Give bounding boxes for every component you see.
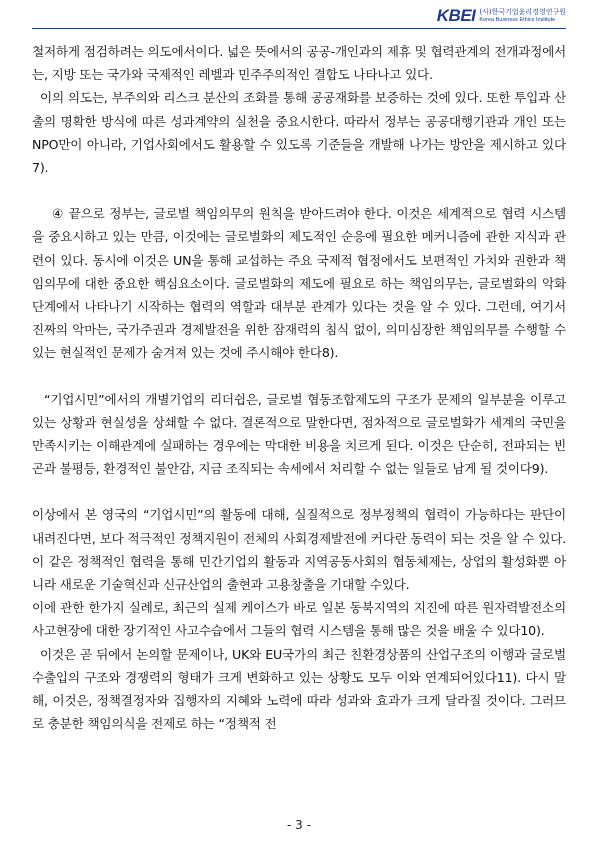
paragraph: 이것은 곧 뒤에서 논의할 문제이나, UK와 EU국가의 최근 친환경상품의 산업구조의 이행과 글로벌 수출입의 구조와 경쟁력의 형태가 크게 변화하고 있는 상황도 모두 이와 연계되어있다11). 다시 말해, 이것은, 정책결정자와 집행자의 지혜와 노력에 따라 성과와 효과가 크게 달라질 것이다. 그러므로 충분한 책임의식을 전제로 하는 “정책적 전 — [32, 646, 566, 732]
institute-logo — [437, 6, 566, 26]
page-number: - 3 - — [287, 818, 311, 832]
paragraph-gap — [32, 480, 566, 503]
paragraph: “기업시민”에서의 개별기업의 리더쉽은, 글로벌 협동조합제도의 구조가 문제의 일부분을 이루고 있는 상황과 현실성을 상쇄할 수 없다. 결론적으로 말한다면, 점차적으로 글로벌화가 세계의 국민을 만족시키는 이해관계에 실패하는 경우에는 막대한 비용을 치르게 된다. 이것은 단순히, 전파되는 빈곤과 불평등, 환경적인 불안감, 지금 조직되는 속세에서 처리할 수 없는 일들로 남게 될 것이다9). — [32, 391, 566, 477]
paragraph: 철저하게 점검하려는 의도에서이다. 넓은 뜻에서의 공공-개인과의 제휴 및 협력관계의 전개과정에서는, 지방 또는 국가와 국제적인 레벨과 민주주의적인 결합도 나타나고 있다. — [32, 44, 566, 83]
paragraph: 이상에서 본 영국의 “기업시민”의 활동에 대해, 실질적으로 정부정책의 협력이 가능하다는 판단이 내려진다면, 보다 적극적인 정책지원이 전체의 사회경제발전에 커다란 동력이 되는 것을 알 수 있다. 이 같은 정책적인 협력을 통해 민간기업의 활동과 지역공동사회의 협동체제는, 상업의 활성화뿐 아니라 새로운 기술혁신과 신규산업의 출현과 고용창출을 기대할 수있다. — [32, 507, 566, 593]
logo-english-name: Korea Business Ethics Institute — [479, 17, 556, 23]
logo-mark: KBEI — [436, 6, 476, 25]
paragraph: ④ 끝으로 정부는, 글로벌 책임의무의 원칙을 받아드려야 한다. 이것은 세계적으로 협력 시스템을 중요시하고 있는 만큼, 이것에는 글로벌화의 제도적인 순응에 필요한 메커니즘에 관한 지식과 관련이 있다. 동시에 이것은 UN을 통해 교섭하는 주요 국제적 협정에서도 보편적인 가치와 권한과 책임의무에 대한 중요한 핵심요소이다. 글로벌화의 제도에 필요로 하는 책임의무는, 글로벌화의 악화단계에서 나타나기 시작하는 협력의 역할과 대부분 관계가 있다는 것을 알 수 있다. 그런데, 여기서 진짜의 악마는, 국가주권과 경제발전을 위한 잠재력의 침식 없이, 의미심장한 책임의무를 수행할 수 있는 현실적인 문제가 숨겨져 있는 것에 주시해야 한다8). — [32, 206, 566, 361]
paragraph-gap — [32, 365, 566, 388]
paragraph: 이에 관한 한가지 실례로, 최근의 실제 케이스가 바로 일본 동북지역의 지진에 따른 원자력발전소의 사고현장에 대한 장기적인 사고수습에서 그들의 협력 시스템을 통해 많은 것을 배울 수 있다10). — [32, 600, 566, 639]
document-body — [32, 40, 566, 735]
logo-text — [479, 8, 566, 24]
logo-korean-name: (사)한국기업윤리경영연구원 — [479, 8, 566, 16]
paragraph-gap — [32, 179, 566, 202]
paragraph: 이의 의도는, 부주의와 리스크 분산의 조화를 통해 공공재화를 보증하는 것에 있다. 또한 투입과 산출의 명확한 방식에 따른 성과계약의 실천을 중요시한다. 따라서 정부는 공공대행기관과 개인 또는 NPO만이 아니라, 기업사회에서도 활용할 수 있도록 기준들을 개발해 나가는 방안을 제시하고 있다7). — [32, 90, 566, 176]
header-rule — [32, 28, 566, 29]
